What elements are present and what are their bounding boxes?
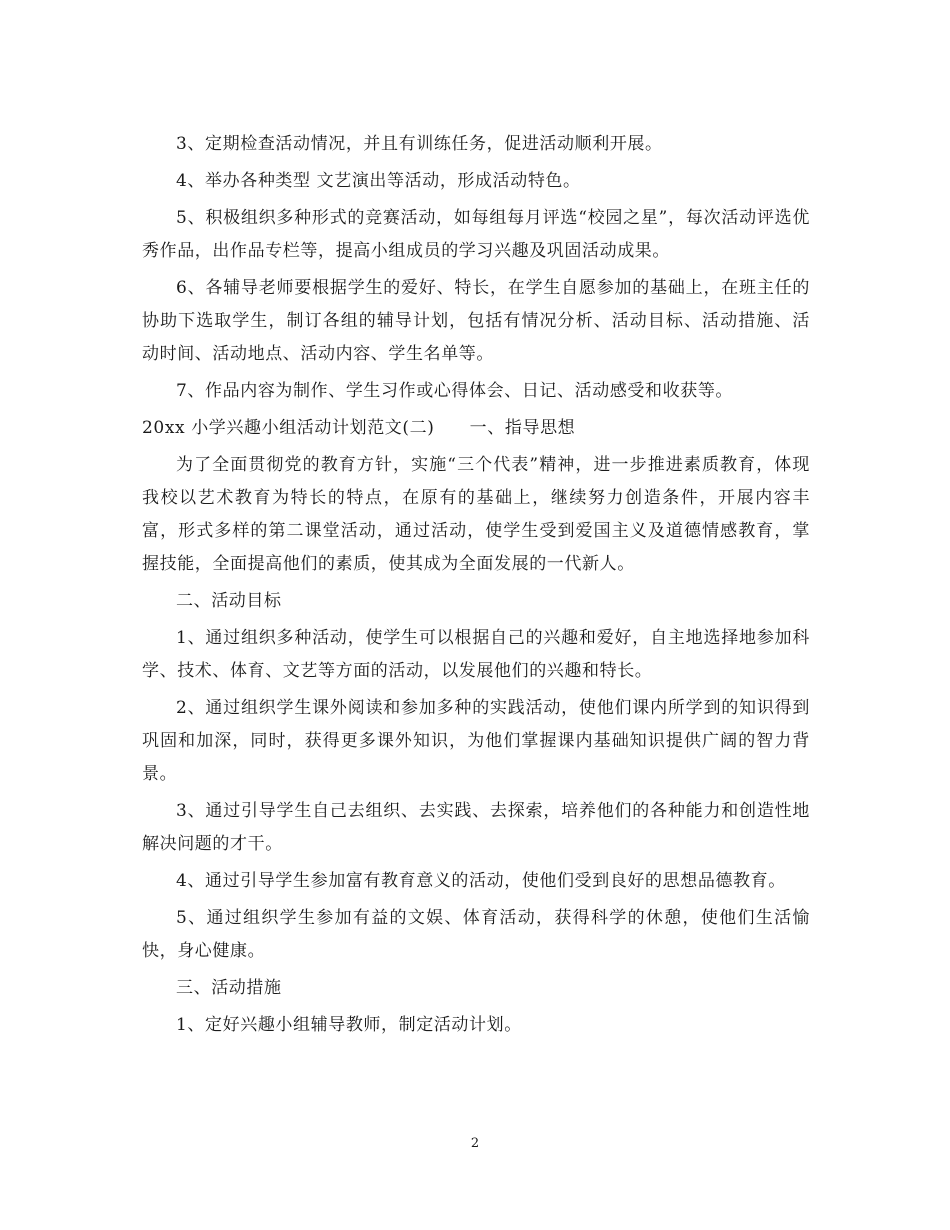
paragraph: 1、通过组织多种活动，使学生可以根据自己的兴趣和爱好，自主地选择地参加科 学、技术、体育、文艺等方面的活动，以发展他们的兴趣和特长。 <box>142 628 810 681</box>
page-number: 2 <box>470 1136 480 1151</box>
section-heading: 三、活动措施 <box>176 978 282 998</box>
paragraph: 6、各辅导老师要根据学生的爱好、特长，在学生自愿参加的基础上，在班主任的协助下选取学生，制订各组的辅导计划，包括有情况分析、活动目标、活动措施、活动时间、活动地点、活动内容、学生名单等。 <box>142 278 810 364</box>
paragraph: 4、举办各种类型 文艺演出等活动，形成活动特色。 <box>176 171 581 191</box>
document-body <box>142 128 810 1046</box>
paragraph: 为了全面贯彻党的教育方针，实施“三个代表”精神，进一步推进素质教育，体现我校以艺术教育为特长的特点，在原有的基础上，继续努力创造条件，开展内容丰富，形式多样的第二课堂活动，通过活动，使学生受到爱国主义及道德情感教育，掌握技能，全面提高他们的素质，使其成为全面发展的一代新人。 <box>142 455 810 574</box>
paragraph: 7、作品内容为制作、学生习作或心得体会、日记、活动感受和收获等。 <box>176 381 734 401</box>
paragraph: 4、通过引导学生参加富有教育意义的活动，使他们受到良好的思想品德教育。 <box>176 871 786 891</box>
paragraph: 3、定期检查活动情况，并且有训练任务，促进活动顺利开展。 <box>176 134 663 154</box>
section-title: 20xx 小学兴趣小组活动计划范文(二) 一、指导思想 <box>142 418 576 438</box>
paragraph: 1、定好兴趣小组辅导教师，制定活动计划。 <box>176 1015 522 1035</box>
paragraph: 3、通过引导学生自己去组织、去实践、去探索，培养他们的各种能力和创造性地解决问题的才干。 <box>142 801 810 854</box>
paragraph: 2、通过组织学生课外阅读和参加多种的实践活动，使他们课内所学到的知识得到巩固和加深，同时，获得更多课外知识，为他们掌握课内基础知识提供广阔的智力背景。 <box>142 698 810 784</box>
section-heading: 二、活动目标 <box>176 591 282 611</box>
paragraph: 5、通过组织学生参加有益的文娱、体育活动，获得科学的休憩，使他们生活愉快，身心健康。 <box>142 908 810 961</box>
paragraph: 5、积极组织多种形式的竞赛活动，如每组每月评选“校园之星”，每次活动评选优秀作品，出作品专栏等，提高小组成员的学习兴趣及巩固活动成果。 <box>142 208 810 261</box>
